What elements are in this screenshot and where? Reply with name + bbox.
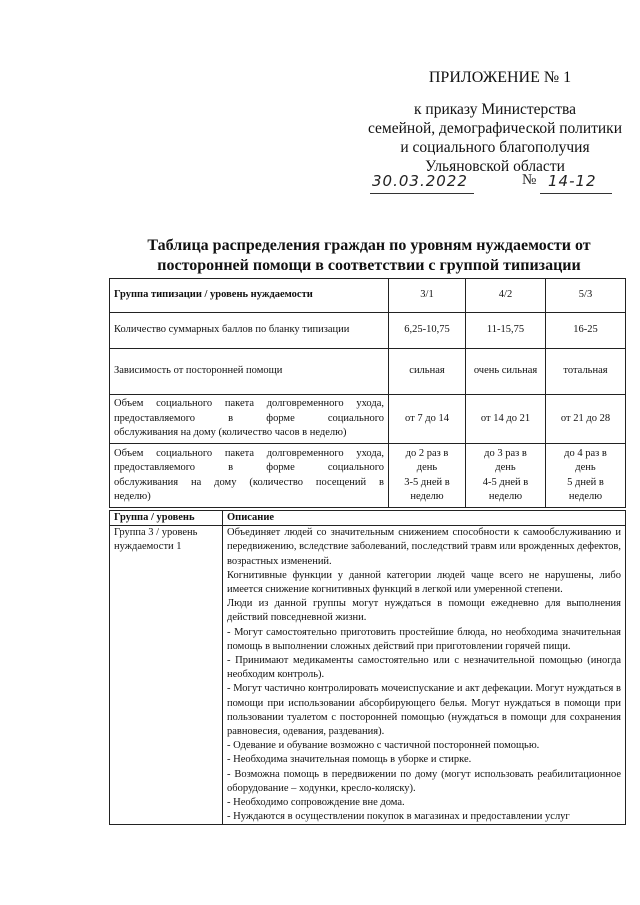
number-label: № [522, 172, 537, 188]
cell: от 7 до 14 [389, 395, 466, 444]
description-paragraph: - Одевание и обувание возможно с частичной посторонней помощью. [227, 740, 540, 752]
order-date: 30.03.2022 [372, 172, 468, 190]
cell-line: неделю [488, 491, 523, 502]
label-line: неделю) [114, 491, 151, 502]
description-table [109, 510, 626, 825]
row-label: Количество суммарных баллов по бланку типизации [110, 313, 389, 349]
cell: тотальная [546, 349, 626, 395]
cell-line: неделю [568, 491, 603, 502]
order-reference [360, 100, 630, 176]
table-row [110, 444, 626, 508]
cell [466, 444, 546, 508]
description-paragraph: - Возможна помощь в передвижении по дому (могут использовать реабилитационное оборудование – ходунки, кресло-коляску). [227, 768, 621, 794]
row-label [110, 444, 389, 508]
header-group: Группа / уровень [110, 511, 223, 526]
cell-line: до 4 раз в [564, 447, 607, 459]
label-line: Объем социального пакета долговременного ухода, [114, 447, 384, 459]
cell-line: день [495, 462, 516, 473]
order-line-4: Ульяновской области [425, 158, 565, 175]
cell-line: 3-5 дней в [404, 476, 450, 488]
date-underline [370, 193, 474, 194]
description-paragraph: Люди из данной группы могут нуждаться в помощи ежедневно для выполнения действий повседневной жизни. [227, 598, 621, 624]
label-line: Объем социального пакета долговременного ухода, [114, 398, 384, 410]
label-line: предоставляемого в форме социального [114, 462, 384, 473]
table-row [110, 395, 626, 444]
header-label: Группа типизации / уровень нуждаемости [110, 279, 389, 313]
table-header-row [110, 511, 626, 526]
order-line-2: семейной, демографической политики [367, 120, 623, 137]
description-paragraph: - Необходима значительная помощь в уборке и стирке. [227, 754, 472, 766]
cell-line: день [416, 462, 438, 473]
description-cell [223, 526, 626, 825]
cell-line: до 2 раз в [405, 447, 449, 459]
cell: 11-15,75 [466, 313, 546, 349]
header-col-3: 5/3 [546, 279, 626, 313]
typization-table [109, 278, 626, 508]
description-paragraph: - Нуждаются в осуществлении покупок в магазинах и предоставлении услуг [227, 811, 570, 823]
description-paragraph: Когнитивные функции у данной категории людей чаще всего не нарушены, либо имеется снижение когнитивных функций в легкой или умеренной степени. [227, 569, 621, 596]
cell-line: день [575, 462, 596, 473]
table-header-row [110, 279, 626, 313]
cell-line: 5 дней в [567, 476, 604, 488]
order-line-3: и социального благополучия [400, 139, 590, 156]
order-line-1: к приказу Министерства [414, 101, 576, 118]
description-paragraph: - Могут частично контролировать мочеиспускание и акт дефекации. Могут нуждаться в помощи при использовании абсорбирующего белья. Могут нуждаться в помощи при пользовании туалетом с посторонней помощью (нуждаться в помощи для сохранения равновесия, одевания, раздевания). [227, 683, 621, 738]
header-description: Описание [223, 511, 626, 526]
group-cell: Группа 3 / уровень нуждаемости 1 [110, 526, 223, 825]
header-col-1: 3/1 [389, 279, 466, 313]
cell: от 14 до 21 [466, 395, 546, 444]
number-underline [540, 193, 612, 194]
label-line: обслуживания на дому (количество часов в неделю) [114, 427, 347, 439]
table-row [110, 526, 626, 825]
description-paragraph: - Могут самостоятельно приготовить простейшие блюда, но необходима значительная помощь в выполнении сложных действий при приготовлении горячей пищи. [227, 626, 621, 652]
header-col-2: 4/2 [466, 279, 546, 313]
cell: 16-25 [546, 313, 626, 349]
description-paragraph: Объединяет людей со значительным снижением способности к самообслуживанию и передвижению, вследствие заболеваний, последствий травм или врожденных дефектов, возрастных изменений. [227, 527, 621, 567]
cell-line: неделю [410, 491, 444, 502]
cell: сильная [389, 349, 466, 395]
appendix-title: ПРИЛОЖЕНИЕ № 1 [428, 69, 572, 86]
document-title: Таблица распределения граждан по уровням нуждаемости от посторонней помощи в соответствии с группой типизации [147, 237, 591, 274]
row-label: Зависимость от посторонней помощи [110, 349, 389, 395]
cell [546, 444, 626, 508]
row-label [110, 395, 389, 444]
cell [389, 444, 466, 508]
cell: очень сильная [466, 349, 546, 395]
cell-line: до 3 раз в [484, 447, 527, 459]
table-row [110, 313, 626, 349]
cell-line: 4-5 дней в [482, 476, 529, 488]
cell: от 21 до 28 [546, 395, 626, 444]
label-line: предоставляемого в форме социального [114, 412, 384, 424]
description-paragraph: - Необходимо сопровождение вне дома. [227, 797, 405, 809]
order-number: 14-12 [548, 172, 597, 190]
cell: 6,25-10,75 [389, 313, 466, 349]
label-line: обслуживания на дому (количество посещений в [114, 476, 384, 488]
table-row [110, 349, 626, 395]
description-paragraph: - Принимают медикаменты самостоятельно или с незначительной помощью (иногда необходим контроль). [227, 655, 621, 681]
